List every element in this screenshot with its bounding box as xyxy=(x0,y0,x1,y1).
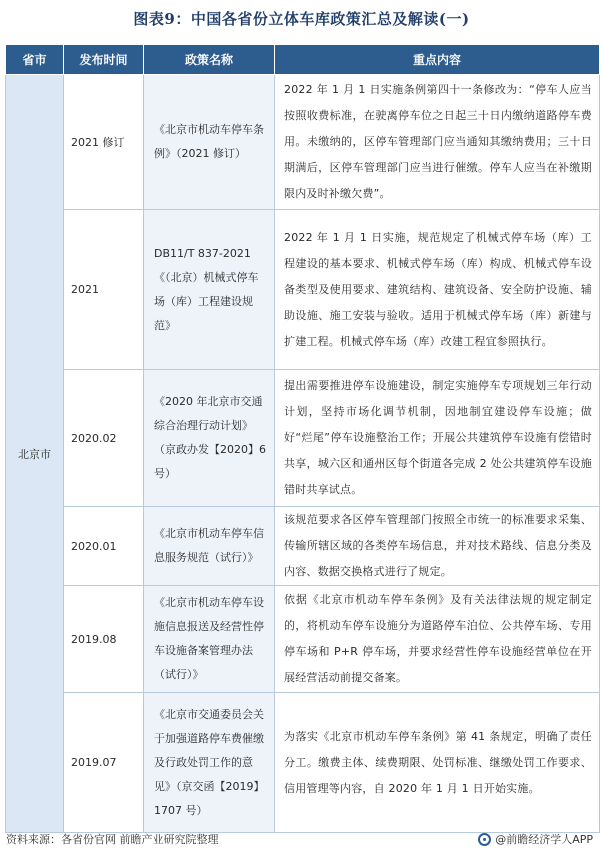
policy-name-cell: 《2020 年北京市交通综合治理行动计划》（京政办发【2020】6 号） xyxy=(144,370,275,507)
header-policy-name: 政策名称 xyxy=(144,45,275,75)
brand-credit xyxy=(478,831,593,847)
content-cell: 为落实《北京市机动车停车条例》第 41 条规定，明确了责任分工。缴费主体、续费期限、处罚标准、继缴处罚工作要求、信用管理等内容，自 2020 年 1 月 1 日开始实施。 xyxy=(275,693,600,833)
source-note: 资料来源：各省份官网 前瞻产业研究院整理 xyxy=(6,833,219,846)
policy-name-cell: 《北京市交通委员会关于加强道路停车费催缴及行政处罚工作的意见》（京交函【2019】1707 号） xyxy=(144,693,275,833)
table-row xyxy=(6,507,600,586)
date-cell: 2021 修订 xyxy=(64,75,144,210)
content-cell: 依据《北京市机动车停车条例》及有关法律法规的规定制定的，将机动车停车设施分为道路停车泊位、公共停车场、专用停车场和 P+R 停车场，并要求经营性停车设施经营单位在开展经营活动前提交备案。 xyxy=(275,586,600,693)
policy-name-cell: 《北京市机动车停车设施信息报送及经营性停车设施备案管理办法（试行）》 xyxy=(144,586,275,693)
policy-name-cell: 《北京市机动车停车信息服务规范（试行）》 xyxy=(144,507,275,586)
qianzhan-logo-icon xyxy=(478,833,491,846)
date-cell: 2020.01 xyxy=(64,507,144,586)
table-row xyxy=(6,693,600,833)
brand-label: @前瞻经济学人APP xyxy=(495,833,593,846)
policy-table xyxy=(5,44,600,833)
content-cell: 2022 年 1 月 1 日实施，规范规定了机械式停车场（库）工程建设的基本要求、机械式停车场（库）构成、机械式停车设备类型及使用要求、建筑结构、建筑设备、安全防护设施、辅助设施、施工安装与验收。适用于机械式停车场（库）新建与扩建工程。机械式停车场（库）改建工程宜参照执行。 xyxy=(275,210,600,370)
policy-name-cell: DB11/T 837-2021《（北京）机械式停车场（库）工程建设规范》 xyxy=(144,210,275,370)
date-cell: 2021 xyxy=(64,210,144,370)
table-row xyxy=(6,75,600,210)
table-header-row xyxy=(6,45,600,75)
province-cell: 北京市 xyxy=(6,75,64,833)
date-cell: 2020.02 xyxy=(64,370,144,507)
table-row xyxy=(6,210,600,370)
date-cell: 2019.08 xyxy=(64,586,144,693)
header-province: 省市 xyxy=(6,45,64,75)
content-cell: 2022 年 1 月 1 日实施条例第四十一条修改为：“停车人应当按照收费标准，在驶离停车位之日起三十日内缴纳道路停车费用。未缴纳的，区停车管理部门应当通知其缴纳费用；三十日期满后，区停车管理部门应当进行催缴。停车人应当在补缴期限内及时补缴欠费”。 xyxy=(275,75,600,210)
policy-name-cell: 《北京市机动车停车条例》（2021 修订） xyxy=(144,75,275,210)
date-cell: 2019.07 xyxy=(64,693,144,833)
content-cell: 该规范要求各区停车管理部门按照全市统一的标准要求采集、传输所辖区域的各类停车场信息，并对技术路线、信息分类及内容、数据交换格式进行了规定。 xyxy=(275,507,600,586)
page-title: 图表9：中国各省份立体车库政策汇总及解读(一) xyxy=(133,10,470,28)
header-date: 发布时间 xyxy=(64,45,144,75)
table-row xyxy=(6,370,600,507)
header-key-content: 重点内容 xyxy=(275,45,600,75)
content-cell: 提出需要推进停车设施建设，制定实施停车专项规划三年行动计划，坚持市场化调节机制，因地制宜建设停车设施；做好“烂尾”停车设施整治工作；开展公共建筑停车设施有偿错时共享，城六区和通州区每个街道各完成 2 处公共建筑停车设施错时共享试点。 xyxy=(275,370,600,507)
table-row xyxy=(6,586,600,693)
